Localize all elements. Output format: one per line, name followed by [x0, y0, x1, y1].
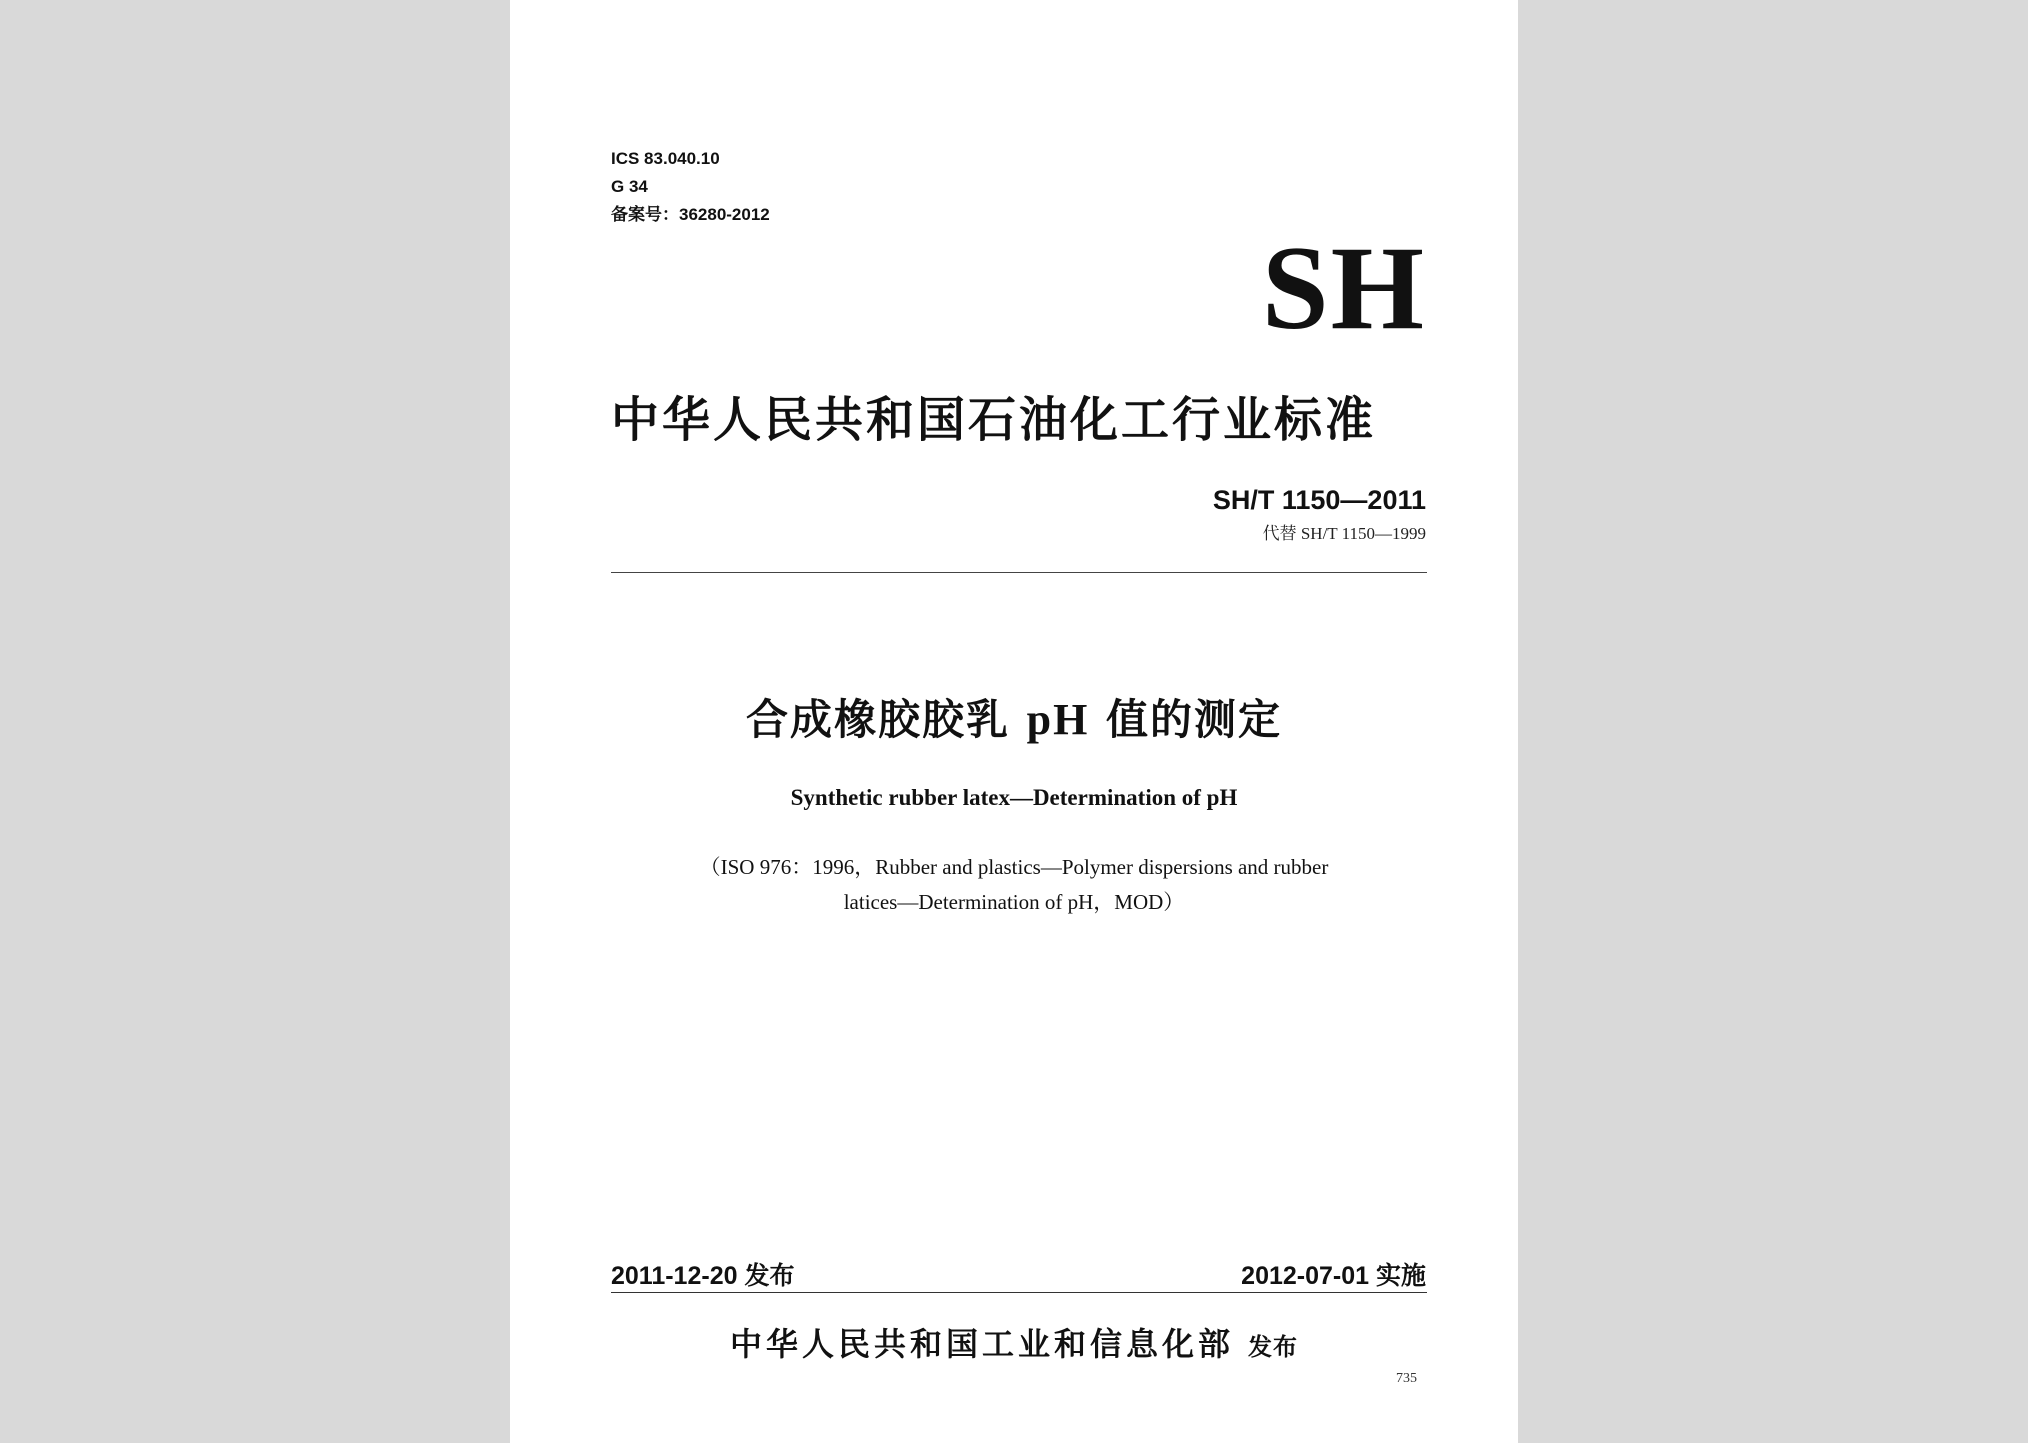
- title-cn-ph: pH: [1026, 695, 1090, 744]
- header-divider: [611, 572, 1427, 573]
- document-title-en: Synthetic rubber latex—Determination of pH: [790, 785, 1238, 810]
- sh-logo: SH: [1261, 221, 1426, 354]
- title-cn-part1: 合成橡胶胶乳: [746, 695, 1011, 744]
- issuer-block: [510, 1322, 1518, 1369]
- record-number: 备案号：36280-2012: [611, 205, 770, 224]
- implement-date: 2012-07-01 实施: [1241, 1262, 1426, 1290]
- document-page: [510, 0, 1518, 1443]
- page-number: 735: [1396, 1371, 1417, 1386]
- ccs-code: G 34: [611, 177, 648, 196]
- issuer-suffix: 发布: [1248, 1333, 1298, 1361]
- footer-divider: [611, 1292, 1427, 1293]
- iso-reference-line1: （ISO 976：1996，Rubber and plastics—Polymer dispersions and rubber: [699, 855, 1329, 879]
- replaces-standard: 代替 SH/T 1150—1999: [1262, 524, 1426, 543]
- title-cn-part2: 值的测定: [1105, 695, 1282, 744]
- standard-category: 中华人民共和国石油化工行业标准: [611, 392, 1377, 448]
- ics-code: ICS 83.040.10: [611, 149, 720, 168]
- document-title-cn: [510, 690, 1518, 750]
- issue-date: 2011-12-20 发布: [611, 1262, 795, 1290]
- standard-number: SH/T 1150—2011: [1212, 485, 1426, 515]
- issuer-name: 中华人民共和国工业和信息化部: [729, 1325, 1234, 1363]
- iso-reference-line2: latices—Determination of pH，MOD）: [843, 890, 1185, 914]
